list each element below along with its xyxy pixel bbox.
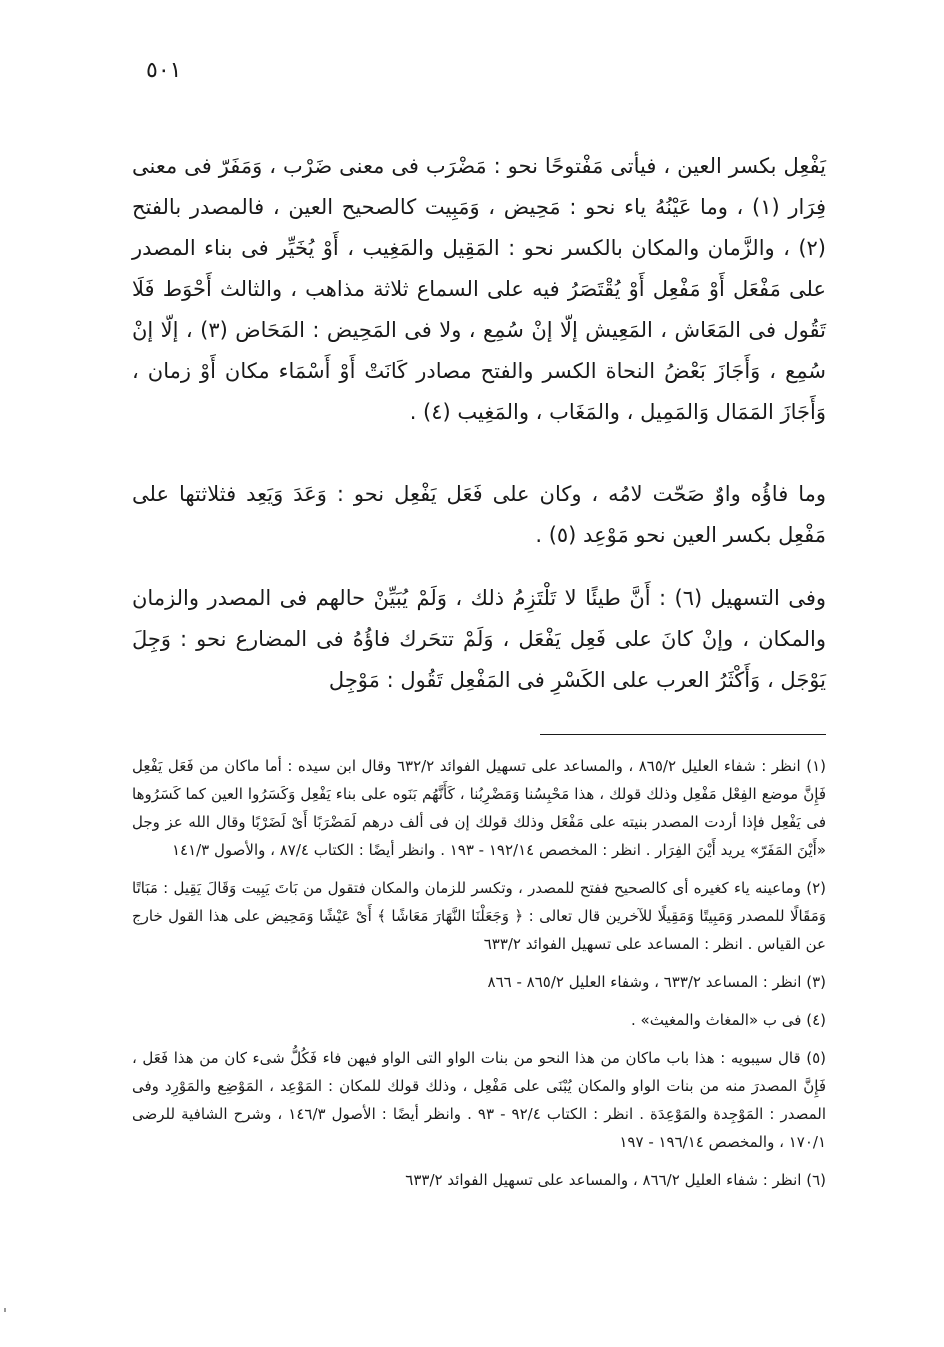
paragraph-1: يَفْعِل بكسر العين ، فيأتى مَفْتوحًا نحو : مَضْرَب فى معنى ضَرْب ، وَمَفَرّ فى معنى فِرَار (١) ، وما عَيْنُهُ ياء نحو : مَحِيض ، وَمَبِيت كالصحيح العين ، فالمصدر بالفتح (٢) ، والزَّمان والمكان بالكسر نحو : المَقِيل والمَغِيب ، أَوْ يُخَيِّر فى بناء المصدر على مَفْعَل أَوْ مَفْعِل أَوْ يُقْتَصَرُ فيه على السماع ثلاثة مذاهب ، والثالث أَحْوَط فَلَا تَقُول فى المَعَاش ، المَعِيش إلّا إنْ سُمِع ، ولا فى المَحِيض : المَحَاض (٣) ، إلّا إنْ سُمِع ، وَأَجَازَ بَعْضُ النحاة الكسر والفتح مصادر كَانَتْ أَوْ أَسْمَاء مكان أَوْ زمان ، وَأَجَازَ المَمَال وَالمَمِيل ، والمَغَاب ، والمَغِيب (٤) . xyxy=(132,154,826,424)
footnote-5: (٥) قال سيبويه : هذا باب ماكان من هذا النحو من بنات الواو التى الواو فيهن فاء فَكُلُّ شىء كان من هذا فَعَل ، فَإِنَّ المصدرَ منه من بنات الواو والمكان يُبْنَى على مَفْعِل ، وذلك قولك للمكان : المَوْعِد ، المَوْضِع والمَوْرِد وفى المصدر : المَوْجِدة والمَوْعِدَة . انظر : الكتاب ٩٢/٤ - ٩٣ . وانظر أيضًا : الأصول ١٤٦/٣ ، وشرح الشافية للرضى ١٧٠/١ ، والمخصص ١٩٦/١٤ - ١٩٧ xyxy=(132,1049,827,1151)
page-number: ٥٠١ xyxy=(146,58,182,83)
paragraph-3: وفى التسهيل (٦) : أَنَّ طيئًا لا تَلْتَزِمُ ذلك ، وَلَمْ يُبَيِّنْ حالهم فى المصدر والزمان والمكان ، وإنْ كانَ على فَعِل يَفْعَل ، وَلَمْ تتحَرك فاؤُهُ فى المضارع نحو : وَجِلَ يَوْجَل ، وَأَكْثَرُ العرب على الكَسْرِ فى المَفْعِل تَقُول : مَوْجِل xyxy=(132,586,826,692)
margin-mark xyxy=(4,1308,6,1312)
footnote-2: (٢) وماعينه ياء كغيره أى كالصحيح ففتح للمصدر ، وتكسر للزمان والمكان فتقول من بَاتَ يَبِيت وَقَالَ يَقِيل : مَبَاتًا وَمَقَالًا للمصدر وَمَبِيتًا وَمَقِيلًا للآخرين قال تعالى : ﴿ وَجَعَلْنَا النَّهَارَ مَعَاشًا ﴾ أَىْ عَيْشًا وَمَحِيض على هذا القول خارج عن القياس . انظر : المساعد على تسهيل الفوائد ٦٣٣/٢ xyxy=(132,879,826,953)
footnote-4: (٤) فى ب «المغاث والمغيث» . xyxy=(630,1011,826,1029)
footnote-6: (٦) انظر : شفاء العليل ٨٦٦/٢ ، والمساعد على تسهيل الفوائد ٦٣٣/٢ xyxy=(405,1171,826,1189)
footnote-1: (١) انظر : شفاء العليل ٨٦٥/٢ ، والمساعد على تسهيل الفوائد ٦٣٢/٢ وقال ابن سيده : أما ماكان من فَعَل يَفْعِل فَإِنَّ موضع الفِعْل مَفْعِل وذلك قولك ، هذا مَحْبِسُنا وَمَضْرِبُنا ، كَأَنَّهُم بَنَوه على بناء يَفْعِل وَكَسَرُوا العين كما كَسَرُوها فى يَفْعِل فإذا أردت المصدر بنيته على مَفْعَل وذلك قولك إن فى ألف درهم لَمَضْرَبًا أَىْ لَضَرْبًا وقال الله عز وجل «أَيْنَ المَفَرّ» يريد أَيْنَ الفِرَار . انظر : المخصص ١٩٢/١٤ - ١٩٣ . وانظر أيضًا : الكتاب ٨٧/٤ ، والأصول ١٤١/٣ xyxy=(132,757,827,859)
paragraph-2: وما فاؤُه واوٌ صَحّت لامُه ، وكان على فَعَل يَفْعِل نحو : وَعَدَ وَيَعِد فثلاثتها على مَفْعِل بكسر العين نحو مَوْعِد (٥) . xyxy=(132,482,826,547)
footnotes xyxy=(132,752,826,1204)
footnote-3: (٣) انظر : المساعد ٦٣٣/٢ ، وشفاء العليل ٨٦٥/٢ - ٨٦٦ xyxy=(487,973,826,991)
footnote-separator xyxy=(540,734,826,735)
